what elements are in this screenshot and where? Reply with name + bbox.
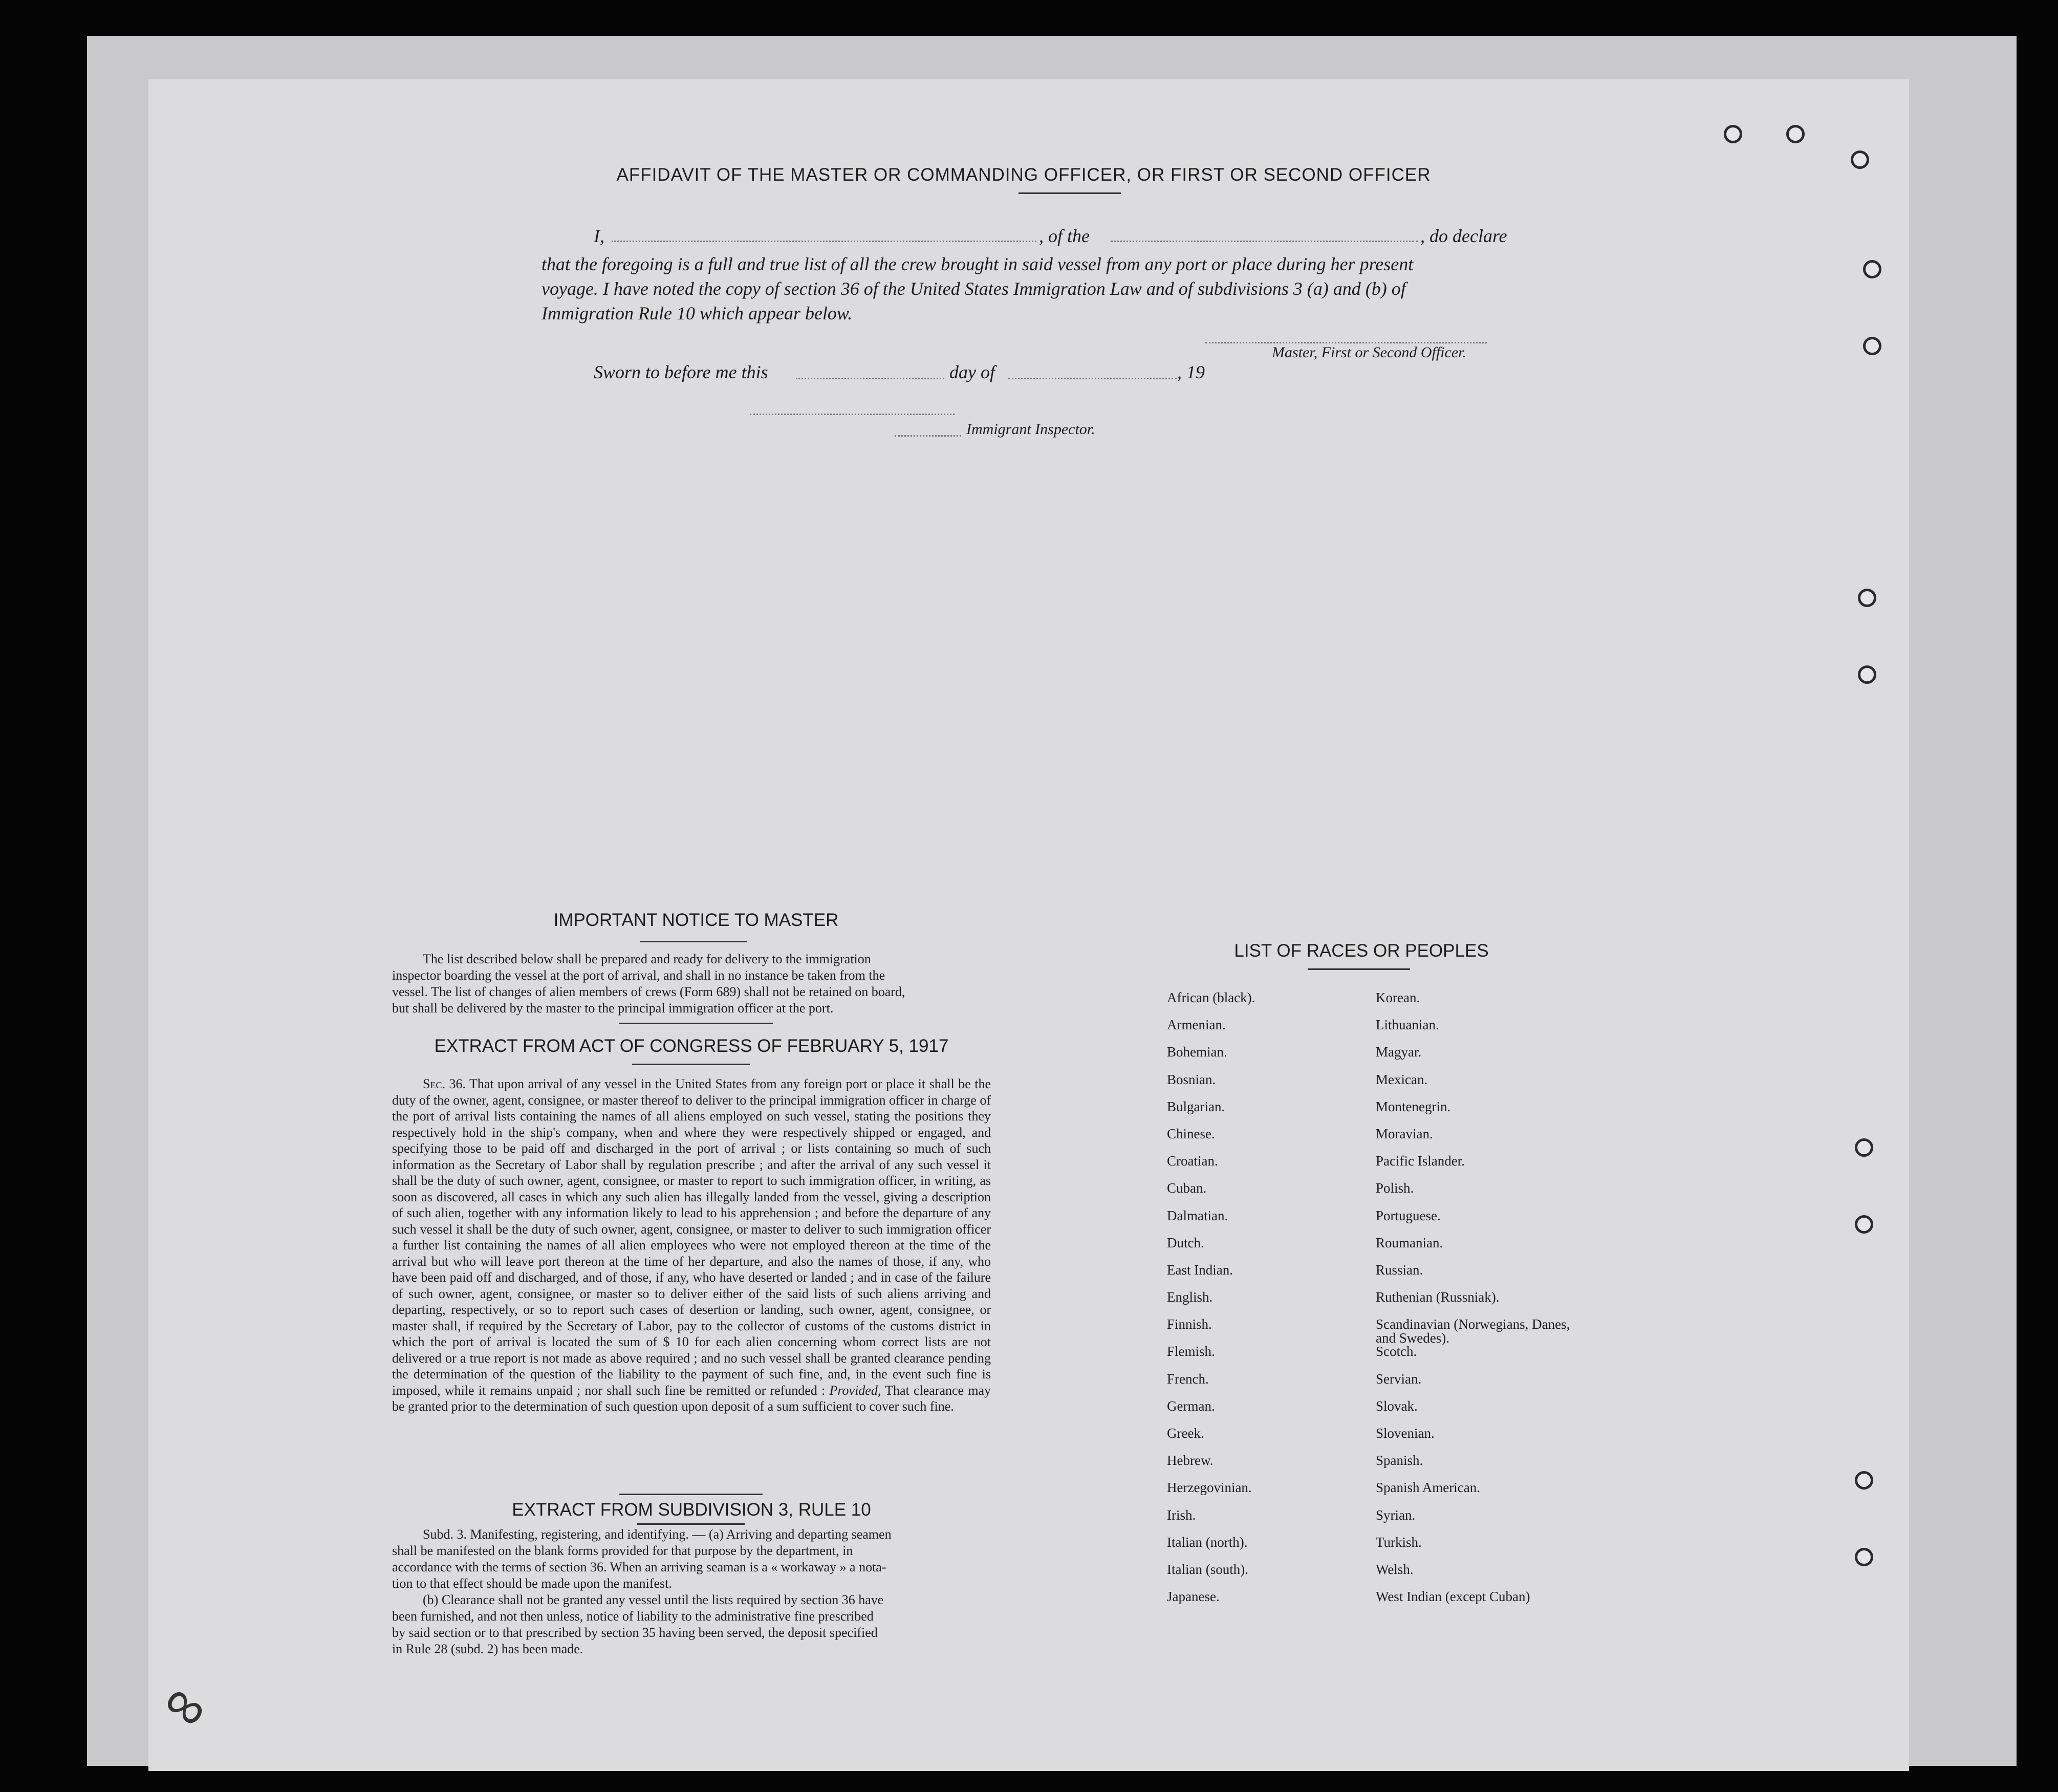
- punch-hole-icon: [1863, 337, 1881, 355]
- rule-line: (b) Clearance shall not be granted any vessel until the lists required by section 36 have: [423, 1592, 884, 1607]
- race-item: Dutch.: [1167, 1235, 1204, 1250]
- race-item: Portuguese.: [1376, 1207, 1441, 1223]
- affidavit-of-the: , of the: [1039, 226, 1090, 246]
- race-item: Servian.: [1376, 1371, 1422, 1387]
- notice-body: [392, 951, 991, 1017]
- race-item: West Indian (except Cuban): [1376, 1589, 1530, 1605]
- proviso-label: Provided,: [829, 1383, 881, 1398]
- rule-line: been furnished, and not then unless, notice of liability to the administrative fine prescribed: [392, 1609, 874, 1624]
- rule-line: accordance with the terms of section 36. When an arriving seaman is a « workaway » a nota-: [392, 1560, 886, 1574]
- race-item: East Indian.: [1167, 1262, 1233, 1278]
- sec-label: Sec. 36.: [423, 1076, 466, 1091]
- notice-body-line: inspector boarding the vessel at the port of arrival, and shall in no instance be taken from the: [392, 968, 885, 983]
- race-item: Croatian.: [1167, 1153, 1218, 1169]
- punch-hole-icon: [1863, 260, 1881, 278]
- officer-label: Master, First or Second Officer.: [1272, 344, 1466, 361]
- affidavit-body-line: Immigration Rule 10 which appear below.: [541, 303, 853, 323]
- race-item: German.: [1167, 1398, 1215, 1414]
- notice-body-line: but shall be delivered by the master to the principal immigration officer at the port.: [392, 1001, 834, 1016]
- races-title: LIST OF RACES OR PEOPLES: [1234, 941, 1489, 961]
- race-item: Mexican.: [1376, 1071, 1428, 1087]
- race-item: Herzegovinian.: [1167, 1480, 1252, 1496]
- race-item: Flemish.: [1167, 1344, 1215, 1359]
- officer-signature-line[interactable]: [1205, 342, 1487, 343]
- race-item: Ruthenian (Russniak).: [1376, 1289, 1500, 1305]
- race-item: Scandinavian (Norwegians, Danes, and Swedes).: [1376, 1316, 1570, 1346]
- race-item: English.: [1167, 1289, 1213, 1305]
- sworn-text: Sworn to before me this: [594, 362, 768, 382]
- punch-hole-icon: [1851, 150, 1869, 169]
- race-item: Moravian.: [1376, 1126, 1433, 1141]
- race-item: Spanish.: [1376, 1453, 1423, 1469]
- punch-hole-icon: [1855, 1471, 1873, 1489]
- rule-line: Subd. 3. Manifesting, registering, and identifying. — (a) Arriving and departing seamen: [423, 1527, 892, 1542]
- punch-hole-icon: [1786, 125, 1805, 143]
- rule-title-rule: [637, 1523, 745, 1525]
- race-item: Slovak.: [1376, 1398, 1418, 1414]
- act-extract-title: EXTRACT FROM ACT OF CONGRESS OF FEBRUARY 5, 1917: [434, 1036, 949, 1056]
- race-item: Lithuanian.: [1376, 1017, 1439, 1033]
- race-item: Polish.: [1376, 1180, 1414, 1196]
- races-column-1: [1167, 991, 1361, 1617]
- race-item: Italian (south).: [1167, 1561, 1248, 1577]
- race-item: Montenegrin.: [1376, 1098, 1451, 1114]
- proviso-text: That clearance may be granted prior to the determination of such question upon deposit of a sum sufficient to cover such fine.: [392, 1383, 991, 1414]
- race-item: Pacific Islander.: [1376, 1153, 1465, 1169]
- race-item: Dalmatian.: [1167, 1207, 1228, 1223]
- race-item: Roumanian.: [1376, 1235, 1443, 1250]
- sworn-month-blank[interactable]: [1008, 378, 1177, 379]
- notice-title-rule: [640, 941, 747, 942]
- notice-body-line: The list described below shall be prepared and ready for delivery to the immigration: [423, 952, 871, 966]
- act-extract-body: [392, 1076, 991, 1415]
- rule-line: shall be manifested on the blank forms provided for that purpose by the department, in: [392, 1543, 853, 1558]
- punch-hole-icon: [1858, 665, 1876, 684]
- race-item: Chinese.: [1167, 1126, 1215, 1141]
- inspector-signature-line[interactable]: [895, 435, 961, 437]
- affidavit-title: AFFIDAVIT OF THE MASTER OR COMMANDING OFFICER, OR FIRST OR SECOND OFFICER: [616, 165, 1431, 185]
- notice-title: IMPORTANT NOTICE TO MASTER: [553, 910, 839, 930]
- notice-divider: [619, 1023, 773, 1024]
- race-item: Syrian.: [1376, 1507, 1416, 1523]
- act-title-rule: [632, 1064, 750, 1065]
- notice-body-line: vessel. The list of changes of alien members of crews (Form 689) shall not be retained on board,: [392, 984, 905, 999]
- race-item: Slovenian.: [1376, 1426, 1435, 1441]
- rule-line: tion to that effect should be made upon the manifest.: [392, 1576, 672, 1591]
- affidavit-title-rule: [1019, 192, 1121, 194]
- affidavit-do-declare: , do declare: [1420, 226, 1507, 246]
- sworn-year: , 19: [1177, 362, 1205, 382]
- race-item: Russian.: [1376, 1262, 1423, 1278]
- act-divider: [619, 1494, 763, 1495]
- race-item: Hebrew.: [1167, 1453, 1214, 1469]
- race-item: Scotch.: [1376, 1344, 1417, 1359]
- inspector-signature-line-top[interactable]: [750, 414, 955, 415]
- race-item: Irish.: [1167, 1507, 1196, 1523]
- affidavit-i: I,: [594, 226, 604, 246]
- race-item: Greek.: [1167, 1426, 1204, 1441]
- race-item: Turkish.: [1376, 1534, 1422, 1550]
- race-item: Bohemian.: [1167, 1044, 1227, 1060]
- race-item: Bulgarian.: [1167, 1098, 1225, 1114]
- race-item: Italian (north).: [1167, 1534, 1248, 1550]
- name-blank-line[interactable]: [612, 241, 1036, 242]
- punch-hole-icon: [1855, 1138, 1873, 1157]
- rule-line: by said section or to that prescribed by section 35 having been served, the deposit specified: [392, 1625, 878, 1640]
- race-item: Magyar.: [1376, 1044, 1422, 1060]
- affidavit-body: [541, 252, 1524, 326]
- sworn-day-of: day of: [949, 362, 995, 382]
- punch-hole-icon: [1724, 125, 1742, 143]
- races-column-2: [1376, 991, 1570, 1617]
- sec-36-text: That upon arrival of any vessel in the United States from any foreign port or place it shall be the duty of the owner, agent, consignee, or master thereof to deliver to the principal immigration officer in charge of the port of arrival lists containing the names of all aliens employed on such vessel, stating the positions they respectively hold in the ship's company, when and where they were respectively shipped or engaged, and specifying those to be paid off and discharged in the port of arrival ; or lists containing so much of such information as the Secretary of Labor shall by regulation prescribe ; and after the arrival of any such vessel it shall be the duty of such owner, agent, consignee, or master to report to such immigration officer, in writing, as soon as discovered, all cases in which any such alien has illegally landed from the vessel, giving a description of such alien, together with any information likely to lead to his apprehension ; and before the departure of any such vessel it shall be the duty of such owner, agent, consignee, or master to deliver to such immigration officer a further list containing the names of all alien employees who were not employed thereon at the time of the arrival but who will leave port thereon at the time of her departure, and also the names of those, if any, who have been paid off and discharged, and of those, if any, who have deserted or landed ; and in case of the failure of such owner, agent, consignee, or master so to deliver either of the said lists of such aliens arriving and departing, respectively, or so to report such cases of desertion or landing, such owner, agent, consignee, or master shall, if required by the Secretary of Labor, pay to the collector of customs of the customs district in which the port of arrival is located the sum of $ 10 for each alien concerning whom correct lists are not delivered or a true report is not made as above required ; and no such vessel shall be granted clearance pending the determination of the question of the liability to the payment of such fine, and, in the event such fine is imposed, while it remains unpaid ; nor shall such fine be remitted or refunded :: [392, 1076, 991, 1398]
- inspector-label: Immigrant Inspector.: [966, 421, 1095, 438]
- race-item: Cuban.: [1167, 1180, 1207, 1196]
- vessel-blank-line[interactable]: [1111, 241, 1418, 242]
- race-item: African (black).: [1167, 990, 1255, 1005]
- punch-hole-icon: [1855, 1215, 1873, 1234]
- rule-extract-body: [392, 1526, 991, 1657]
- races-title-rule: [1308, 968, 1410, 970]
- race-item: Japanese.: [1167, 1589, 1220, 1605]
- race-item: Bosnian.: [1167, 1071, 1216, 1087]
- race-item: French.: [1167, 1371, 1209, 1387]
- affidavit-body-line: that the foregoing is a full and true list of all the crew brought in said vessel from any port or place during her present: [541, 254, 1414, 274]
- race-item: Korean.: [1376, 990, 1420, 1005]
- race-item: Welsh.: [1376, 1561, 1414, 1577]
- rule-line: in Rule 28 (subd. 2) has been made.: [392, 1642, 583, 1656]
- race-item: Finnish.: [1167, 1316, 1212, 1332]
- race-item: Armenian.: [1167, 1017, 1226, 1033]
- rule-extract-title: EXTRACT FROM SUBDIVISION 3, RULE 10: [512, 1500, 871, 1520]
- punch-hole-icon: [1855, 1548, 1873, 1566]
- race-item: Spanish American.: [1376, 1480, 1480, 1496]
- punch-hole-icon: [1858, 589, 1876, 607]
- sworn-day-blank[interactable]: [796, 378, 944, 379]
- affidavit-body-line: voyage. I have noted the copy of section 36 of the United States Immigration Law and of subdivisions 3 (a) and (b) of: [541, 278, 1406, 299]
- pencil-mark: ∞: [151, 1668, 221, 1743]
